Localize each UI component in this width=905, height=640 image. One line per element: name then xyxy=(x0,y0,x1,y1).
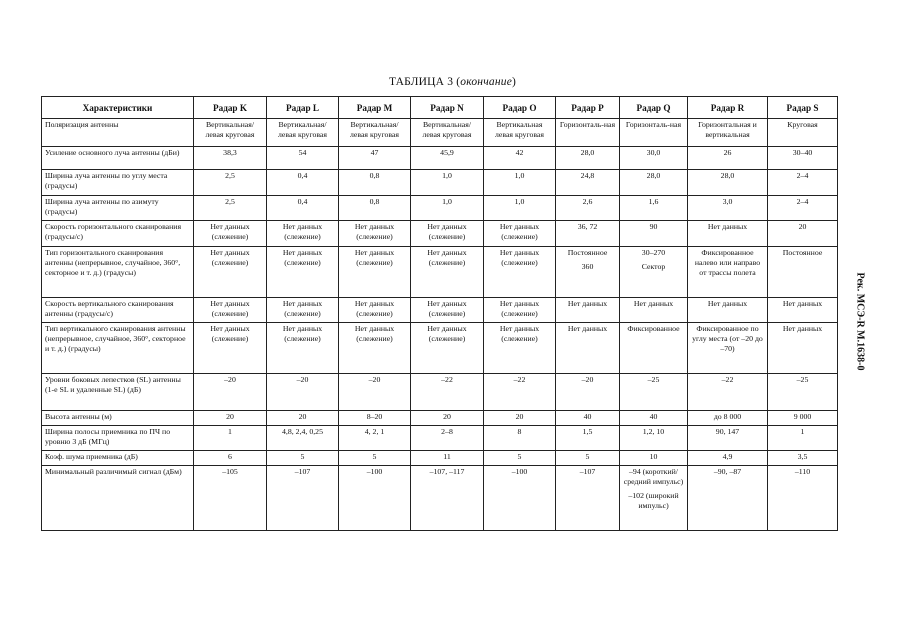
row-label: Ширина луча антенны по азимуту (градусы) xyxy=(42,195,194,221)
table-cell xyxy=(267,451,339,466)
table-row xyxy=(42,323,838,374)
table-cell xyxy=(267,465,339,530)
cell-text: 90 xyxy=(649,222,658,232)
cell-text: Нет данных (слежение) xyxy=(354,298,395,318)
row-label: Ширина луча антенны по углу места (градусы) xyxy=(42,170,194,196)
table-cell xyxy=(411,410,484,425)
cell-text: 40 xyxy=(583,411,592,421)
cell-text: 0,4 xyxy=(297,196,308,206)
table-cell xyxy=(768,323,838,374)
cell-text: Нет данных (слежение) xyxy=(210,298,250,318)
table-cell xyxy=(484,146,556,169)
cell-text: 20 xyxy=(298,411,307,421)
table-row xyxy=(42,170,838,196)
cell-text: 0,8 xyxy=(369,196,380,206)
table-cell xyxy=(267,221,339,247)
cell-text: Вертикальная/ левая круговая xyxy=(278,120,327,139)
table-cell xyxy=(556,297,620,323)
table-cell xyxy=(768,451,838,466)
cell-text: 20 xyxy=(798,222,807,232)
column-header-radar: Радар O xyxy=(484,97,556,119)
table-cell xyxy=(484,425,556,451)
cell-text: 1 xyxy=(800,426,805,436)
cell-text: 30–40 xyxy=(792,147,813,157)
cell-text: 10 xyxy=(649,452,658,462)
cell-text: 6 xyxy=(228,452,232,462)
cell-text: Вертикальная/ левая круговая xyxy=(205,120,255,139)
cell-text: 54 xyxy=(298,147,307,157)
table-cell xyxy=(556,323,620,374)
row-label: Тип горизонтального сканирования антенны (непрерывное, случайное, 360°, секторное и т. д.) (градусы) xyxy=(42,246,194,297)
cell-text: –100 xyxy=(511,466,528,476)
cell-text: 40 xyxy=(649,411,658,421)
column-header-radar: Радар N xyxy=(411,97,484,119)
table-cell xyxy=(339,221,411,247)
column-header-radar: Радар R xyxy=(688,97,768,119)
table-cell xyxy=(339,146,411,169)
caption-main: ТАБЛИЦА 3 ( xyxy=(388,76,461,88)
cell-text: Нет данных (слежение) xyxy=(282,222,323,242)
table-cell xyxy=(556,425,620,451)
cell-text: –22 xyxy=(721,375,734,385)
table-cell xyxy=(556,465,620,530)
cell-text: Нет данных (слежение) xyxy=(282,247,323,267)
table-cell xyxy=(620,246,688,297)
table-cell xyxy=(688,297,768,323)
table-cell xyxy=(688,221,768,247)
cell-text: 2–4 xyxy=(796,171,809,181)
table-cell xyxy=(768,221,838,247)
table-cell xyxy=(411,221,484,247)
table-cell xyxy=(194,465,267,530)
cell-text: Фиксированное xyxy=(627,324,680,334)
caption-close: ) xyxy=(512,76,517,88)
cell-text: 1,5 xyxy=(582,426,593,436)
cell-text: –25 xyxy=(647,375,660,385)
cell-text: 90, 147 xyxy=(715,426,740,436)
table-cell xyxy=(484,465,556,530)
cell-text: 42 xyxy=(515,147,524,157)
cell-text: 30–270 xyxy=(641,247,666,257)
table-cell xyxy=(411,146,484,169)
cell-text: Нет данных xyxy=(633,298,674,308)
table-cell xyxy=(620,119,688,147)
table-cell xyxy=(768,374,838,410)
table-cell xyxy=(194,451,267,466)
cell-text: 2–8 xyxy=(441,426,453,436)
table-cell xyxy=(620,221,688,247)
table-cell xyxy=(339,465,411,530)
cell-text: Нет данных (слежение) xyxy=(499,247,540,267)
table-cell xyxy=(267,410,339,425)
table-cell xyxy=(768,425,838,451)
cell-text: 1,0 xyxy=(442,171,452,181)
cell-text: Горизонтальная и вертикальная xyxy=(698,120,757,139)
table-cell xyxy=(411,451,484,466)
table-cell xyxy=(194,195,267,221)
column-header-radar: Радар M xyxy=(339,97,411,119)
table-cell xyxy=(556,221,620,247)
row-label: Минимальный различимый сигнал (дБм) xyxy=(42,465,194,530)
cell-text: Нет данных (слежение) xyxy=(499,298,540,318)
table-cell xyxy=(484,119,556,147)
table-cell xyxy=(267,425,339,451)
cell-text: Вертикальная/ левая круговая xyxy=(350,120,399,139)
cell-text: Нет данных (слежение) xyxy=(210,247,250,267)
cell-text: Постоянное xyxy=(782,247,823,257)
cell-text: 2–4 xyxy=(796,196,809,206)
cell-text: –25 xyxy=(796,375,809,385)
table-cell xyxy=(768,410,838,425)
cell-text: Нет данных (слежение) xyxy=(210,222,250,242)
table-cell xyxy=(556,246,620,297)
cell-text: 30,0 xyxy=(646,147,661,157)
table-cell xyxy=(768,465,838,530)
table-cell xyxy=(194,119,267,147)
table-cell xyxy=(620,374,688,410)
table-cell xyxy=(688,410,768,425)
cell-text: 26 xyxy=(723,147,732,157)
table-cell xyxy=(688,451,768,466)
column-header-characteristics: Характеристики xyxy=(42,97,194,119)
cell-text: 45,9 xyxy=(440,147,454,157)
cell-text: –110 xyxy=(794,466,811,476)
cell-text: 3,0 xyxy=(722,196,733,206)
column-header-radar: Радар K xyxy=(194,97,267,119)
table-cell xyxy=(339,410,411,425)
cell-text: 4,8, 2,4, 0,25 xyxy=(282,426,323,436)
cell-text: 24,8 xyxy=(580,171,595,181)
table-cell xyxy=(688,195,768,221)
table-cell xyxy=(267,246,339,297)
cell-text: Нет данных (слежение) xyxy=(354,222,395,242)
table-cell xyxy=(688,323,768,374)
table-cell xyxy=(484,410,556,425)
table-cell xyxy=(194,146,267,169)
cell-text: Нет данных (слежение) xyxy=(210,324,250,344)
cell-text: –20 xyxy=(368,375,381,385)
table-cell xyxy=(620,297,688,323)
table-cell xyxy=(484,221,556,247)
table-cell xyxy=(339,297,411,323)
table-cell xyxy=(411,374,484,410)
cell-text: 1,0 xyxy=(514,196,525,206)
table-cell xyxy=(484,297,556,323)
cell-text: Нет данных (слежение) xyxy=(427,247,467,267)
table-cell xyxy=(688,425,768,451)
table-cell xyxy=(556,195,620,221)
cell-text: 20 xyxy=(226,411,234,421)
table-row xyxy=(42,146,838,169)
cell-text: 8 xyxy=(517,426,522,436)
table-cell xyxy=(194,410,267,425)
cell-text: 2,6 xyxy=(582,196,593,206)
cell-text: до 8 000 xyxy=(713,411,742,421)
table-cell xyxy=(339,451,411,466)
cell-text: 28,0 xyxy=(580,147,595,157)
table-cell xyxy=(688,374,768,410)
row-label: Высота антенны (м) xyxy=(42,410,194,425)
table-row xyxy=(42,297,838,323)
cell-text: 5 xyxy=(585,452,590,462)
cell-text: Сектор xyxy=(641,261,666,271)
cell-text: 5 xyxy=(372,452,377,462)
table-cell xyxy=(339,119,411,147)
cell-text: 38,3 xyxy=(223,147,237,157)
table-cell xyxy=(339,170,411,196)
cell-text: 9 000 xyxy=(793,411,812,421)
table-cell xyxy=(411,170,484,196)
cell-text: 47 xyxy=(370,147,379,157)
cell-text: Фиксированное по углу места (от –20 до –70) xyxy=(692,324,763,354)
cell-text: Нет данных xyxy=(567,298,608,308)
table-header-row xyxy=(42,97,838,119)
row-label: Усиление основного луча антенны (дБи) xyxy=(42,146,194,169)
table-cell xyxy=(768,146,838,169)
table-cell xyxy=(411,465,484,530)
cell-text: Нет данных (слежение) xyxy=(282,298,323,318)
cell-text: 4, 2, 1 xyxy=(364,426,385,436)
table-row xyxy=(42,119,838,147)
recommendation-label-text: Рек. МСЭ-R M.1638-0 xyxy=(854,272,866,371)
cell-text: Вертикальная/ левая круговая xyxy=(422,120,472,139)
cell-text: 20 xyxy=(515,411,524,421)
cell-text: Нет данных (слежение) xyxy=(282,324,323,344)
row-label: Поляризация антенны xyxy=(42,119,194,147)
row-label: Ширина полосы приемника по ПЧ по уровню 3 дБ (МГц) xyxy=(42,425,194,451)
table-cell xyxy=(556,451,620,466)
cell-text: –107 xyxy=(294,466,311,476)
table-cell xyxy=(620,146,688,169)
column-header-radar: Радар L xyxy=(267,97,339,119)
cell-text: Постоянное xyxy=(567,247,608,257)
cell-text: –100 xyxy=(366,466,383,476)
table-cell xyxy=(339,246,411,297)
cell-text: 1,6 xyxy=(648,196,659,206)
table-cell xyxy=(411,323,484,374)
table-row xyxy=(42,425,838,451)
table-cell xyxy=(267,170,339,196)
cell-text: 2,5 xyxy=(225,196,235,206)
table-row xyxy=(42,195,838,221)
table-cell xyxy=(620,451,688,466)
table-cell xyxy=(339,374,411,410)
table-row xyxy=(42,410,838,425)
row-label: Скорость вертикального сканирования антенны (градусы/с) xyxy=(42,297,194,323)
cell-text: –107, –117 xyxy=(429,466,465,476)
table-cell xyxy=(339,323,411,374)
cell-text: 1,0 xyxy=(442,196,452,206)
table-row xyxy=(42,246,838,297)
table-cell xyxy=(267,119,339,147)
table-cell xyxy=(768,297,838,323)
cell-text: 0,8 xyxy=(369,171,380,181)
cell-text: 0,4 xyxy=(297,171,308,181)
table-cell xyxy=(688,119,768,147)
cell-text: Фиксированное налево или направо от трассы полета xyxy=(694,247,761,277)
cell-text: –102 (широкий импульс) xyxy=(628,490,679,510)
cell-text: Вертикальная левая круговая xyxy=(495,120,544,139)
cell-text: Нет данных (слежение) xyxy=(354,247,395,267)
cell-text: Нет данных xyxy=(782,324,823,334)
cell-text: –107 xyxy=(579,466,596,476)
cell-text: –22 xyxy=(441,375,453,385)
table-cell xyxy=(267,297,339,323)
cell-text: 360 xyxy=(581,261,594,271)
table-cell xyxy=(484,195,556,221)
table-cell xyxy=(194,425,267,451)
cell-text: –20 xyxy=(224,375,236,385)
table-cell xyxy=(556,146,620,169)
cell-text: 20 xyxy=(443,411,451,421)
cell-text: Нет данных (слежение) xyxy=(499,324,540,344)
table-cell xyxy=(688,170,768,196)
cell-text: 1,2, 10 xyxy=(642,426,665,436)
table-cell xyxy=(194,323,267,374)
table-cell xyxy=(484,374,556,410)
table-cell xyxy=(768,246,838,297)
cell-text: 3,5 xyxy=(797,452,808,462)
table-cell xyxy=(339,195,411,221)
table-cell xyxy=(339,425,411,451)
table-cell xyxy=(620,410,688,425)
table-cell xyxy=(556,170,620,196)
row-label: Коэф. шума приемника (дБ) xyxy=(42,451,194,466)
cell-text: Нет данных (слежение) xyxy=(427,324,467,344)
table-row xyxy=(42,374,838,410)
table-cell xyxy=(484,246,556,297)
table-cell xyxy=(267,146,339,169)
table-cell xyxy=(556,119,620,147)
cell-text: Горизонталь-ная xyxy=(625,120,682,129)
cell-text: 8–20 xyxy=(366,411,383,421)
row-label: Уровни боковых лепестков (SL) антенны (1-е SL и удаленные SL) (дБ) xyxy=(42,374,194,410)
table-cell xyxy=(620,425,688,451)
cell-text: –20 xyxy=(581,375,594,385)
table-cell xyxy=(194,170,267,196)
table-cell xyxy=(556,374,620,410)
table-cell xyxy=(768,195,838,221)
table-cell xyxy=(484,170,556,196)
table-cell xyxy=(620,170,688,196)
table-cell xyxy=(411,195,484,221)
row-label: Скорость горизонтального сканирования (градусы/с) xyxy=(42,221,194,247)
cell-text: –105 xyxy=(222,466,238,476)
cell-text: –90, –87 xyxy=(713,466,742,476)
table-cell xyxy=(484,451,556,466)
table-cell xyxy=(620,323,688,374)
cell-text: 5 xyxy=(300,452,305,462)
table-cell xyxy=(620,195,688,221)
cell-text: Нет данных (слежение) xyxy=(427,298,467,318)
cell-text: –22 xyxy=(513,375,526,385)
table-cell xyxy=(484,323,556,374)
cell-text: Горизонталь-ная xyxy=(559,120,616,129)
cell-text: Нет данных (слежение) xyxy=(427,222,467,242)
cell-text: Нет данных xyxy=(707,222,748,232)
table-cell xyxy=(768,119,838,147)
column-header-radar: Радар Q xyxy=(620,97,688,119)
cell-text: Нет данных (слежение) xyxy=(354,324,395,344)
table-body xyxy=(42,119,838,531)
table-cell xyxy=(768,170,838,196)
table-cell xyxy=(688,465,768,530)
table-row xyxy=(42,465,838,530)
table-cell xyxy=(556,410,620,425)
cell-text: Нет данных (слежение) xyxy=(499,222,540,242)
table-cell xyxy=(688,246,768,297)
cell-text: Нет данных xyxy=(782,298,823,308)
cell-text: Нет данных xyxy=(567,324,608,334)
table-cell xyxy=(267,195,339,221)
table-cell xyxy=(411,119,484,147)
cell-text: Нет данных xyxy=(707,298,748,308)
row-label: Тип вертикального сканирования антенны (непрерывное, случайное, 360°, секторное и т. д.) (градусы) xyxy=(42,323,194,374)
table-cell xyxy=(194,221,267,247)
table-caption xyxy=(0,76,905,88)
cell-text: 36, 72 xyxy=(577,222,598,232)
table-cell xyxy=(267,374,339,410)
table-cell xyxy=(411,297,484,323)
table-cell xyxy=(688,146,768,169)
cell-text: 1 xyxy=(228,426,232,436)
cell-text: 11 xyxy=(443,452,451,462)
cell-text: 28,0 xyxy=(720,171,735,181)
table-row xyxy=(42,451,838,466)
table-row xyxy=(42,221,838,247)
cell-text: –94 (короткий/ средний импульс) xyxy=(623,466,684,486)
table-cell xyxy=(267,323,339,374)
radar-characteristics-table xyxy=(41,96,838,531)
cell-text: Круговая xyxy=(787,120,818,129)
column-header-radar: Радар S xyxy=(768,97,838,119)
cell-text: 4,9 xyxy=(722,452,733,462)
cell-text: 5 xyxy=(517,452,522,462)
table-cell xyxy=(411,425,484,451)
caption-italic: окончание xyxy=(460,76,513,88)
cell-text: 28,0 xyxy=(646,171,661,181)
table-cell xyxy=(194,374,267,410)
table-cell xyxy=(194,246,267,297)
table-cell xyxy=(411,246,484,297)
cell-text: 1,0 xyxy=(514,171,525,181)
cell-text: –20 xyxy=(296,375,309,385)
table-cell xyxy=(620,465,688,530)
table-cell xyxy=(194,297,267,323)
cell-text: 2,5 xyxy=(225,171,235,181)
column-header-radar: Радар P xyxy=(556,97,620,119)
